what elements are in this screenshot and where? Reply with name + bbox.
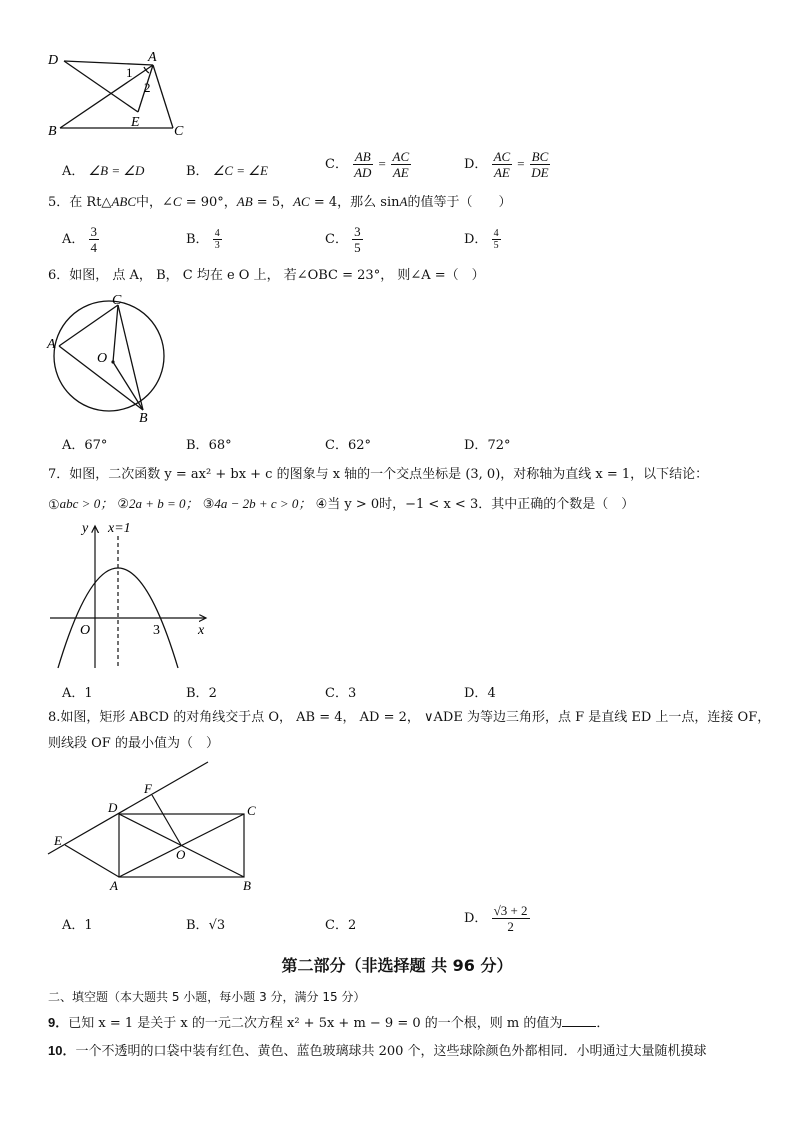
q8-label-a: A	[110, 878, 118, 893]
q5-option-d[interactable]: D． $\frac{4}{5}$	[464, 228, 499, 251]
q6-option-d[interactable]: D．72°	[464, 438, 511, 453]
fraction: $\frac{AC}{AE}$	[392, 149, 410, 180]
q10-stem: 10．一个不透明的口袋中装有红色、黄色、蓝色玻璃球共 200 个，这些球除颜色外都相同．小明通过大量随机摸球	[48, 1043, 707, 1059]
q8-option-b[interactable]: B．√3	[186, 918, 226, 933]
q6-option-b[interactable]: B．68°	[186, 438, 232, 453]
option-letter: C．	[325, 157, 348, 172]
q7-label-x: x	[198, 623, 205, 638]
option-letter: D．	[464, 157, 488, 172]
q8-option-d[interactable]: D． $\frac{√3 + 2}{2}$	[464, 903, 528, 934]
q6-label-o: O	[97, 351, 108, 366]
q4-label-e: E	[131, 115, 140, 130]
fraction: $\frac{4}{5}$	[493, 228, 499, 251]
fraction: $\frac{4}{3}$	[214, 228, 220, 251]
q8-figure	[40, 758, 270, 896]
q6-label-c: C	[112, 293, 122, 308]
q6-figure	[40, 292, 180, 427]
q4-label-b: B	[48, 124, 57, 139]
section2-heading: 二、填空题（本大题共 5 小题，每小题 3 分，满分 15 分）	[48, 990, 366, 1004]
answer-blank[interactable]	[562, 1014, 596, 1027]
fraction: $\frac{3}{4}$	[90, 224, 98, 255]
q8-stem-line1: 8.如图，矩形 ABCD 的对角线交于点 O， AB = 4， AD = 2， ∨ADE 为等边三角形，点 F 是直线 ED 上一点，连接 OF，	[48, 710, 771, 725]
option-text: ∠B = ∠D	[88, 163, 145, 178]
q7-option-b[interactable]: B．2	[186, 686, 217, 701]
q8-label-b: B	[243, 878, 251, 893]
part2-title: 第二部分（非选择题 共 96 分）	[281, 956, 513, 975]
q8-label-c: C	[247, 803, 256, 818]
q4-option-c[interactable]: C． $\frac{AB}{AD}$ = $\frac{AC}{AE}$	[325, 149, 410, 180]
q8-label-e: E	[54, 833, 62, 848]
option-letter: A．	[62, 164, 85, 179]
q7-option-d[interactable]: D．4	[464, 686, 496, 701]
q4-option-a[interactable]	[62, 160, 144, 179]
q4-figure	[40, 45, 200, 140]
q8-option-c[interactable]: C．2	[325, 918, 357, 933]
q7-label-o: O	[80, 623, 91, 638]
q5-option-a[interactable]: A． $\frac{3}{4}$	[62, 224, 98, 255]
q7-stem-line2: ①abc > 0； ②2a + b = 0； ③4a − 2b + c > 0； ④当 y > 0时，−1 < x < 3．其中正确的个数是（ ）	[48, 496, 635, 512]
q7-label-x1: x=1	[108, 521, 131, 536]
q4-angle-1: 1	[126, 65, 133, 80]
q4-option-b[interactable]	[186, 160, 268, 179]
q8-option-a[interactable]: A．1	[62, 918, 93, 933]
option-text: ∠C = ∠E	[212, 163, 268, 178]
q6-option-c[interactable]: C．62°	[325, 438, 371, 453]
q6-label-a: A	[47, 337, 56, 352]
q5-stem: 5．在 Rt△ABC中，∠C = 90°，AB = 5，AC = 4，那么 sinA的值等于（ ）	[48, 194, 512, 210]
q4-option-d[interactable]: D． $\frac{AC}{AE}$ = $\frac{BC}{DE}$	[464, 149, 549, 180]
option-letter: B．	[186, 164, 209, 179]
q7-figure	[40, 518, 220, 673]
q7-label-y: y	[82, 521, 89, 536]
fraction: $\frac{BC}{DE}$	[531, 149, 549, 180]
fraction: $\frac{AC}{AE}$	[493, 149, 511, 180]
q6-label-b: B	[139, 411, 148, 426]
q4-label-d: D	[48, 53, 59, 68]
q8-label-d: D	[108, 800, 118, 815]
q5-option-b[interactable]: B． $\frac{4}{3}$	[186, 228, 220, 251]
q4-angle-2: 2	[144, 80, 151, 95]
q8-stem-line2: 则线段 OF 的最小值为（ ）	[48, 736, 219, 751]
q5-option-c[interactable]: C． $\frac{3}{5}$	[325, 224, 361, 255]
q7-option-c[interactable]: C．3	[325, 686, 357, 701]
fraction: $\frac{3}{5}$	[354, 224, 361, 255]
q7-option-a[interactable]: A．1	[62, 686, 93, 701]
q6-option-a[interactable]: A．67°	[62, 438, 108, 453]
q8-label-o: O	[176, 847, 186, 862]
q7-label-3: 3	[153, 623, 160, 638]
q6-stem: 6．如图， 点 A， B， C 均在 e O 上， 若∠OBC = 23°， 则∠A =（ ）	[48, 268, 485, 283]
fraction: $\frac{AB}{AD}$	[354, 149, 372, 180]
q7-stem-line1: 7．如图，二次函数 y = ax² + bx + c 的图象与 x 轴的一个交点坐标是 (3, 0)，对称轴为直线 x = 1，以下结论：	[48, 467, 709, 482]
q8-label-f: F	[144, 781, 152, 796]
q4-label-a: A	[148, 50, 157, 65]
q4-label-c: C	[174, 124, 184, 139]
q9-stem: 9．已知 x = 1 是关于 x 的一元二次方程 x² + 5x + m − 9 = 0 的一个根，则 m 的值为 ．	[48, 1015, 610, 1031]
fraction: $\frac{√3 + 2}{2}$	[493, 903, 528, 934]
